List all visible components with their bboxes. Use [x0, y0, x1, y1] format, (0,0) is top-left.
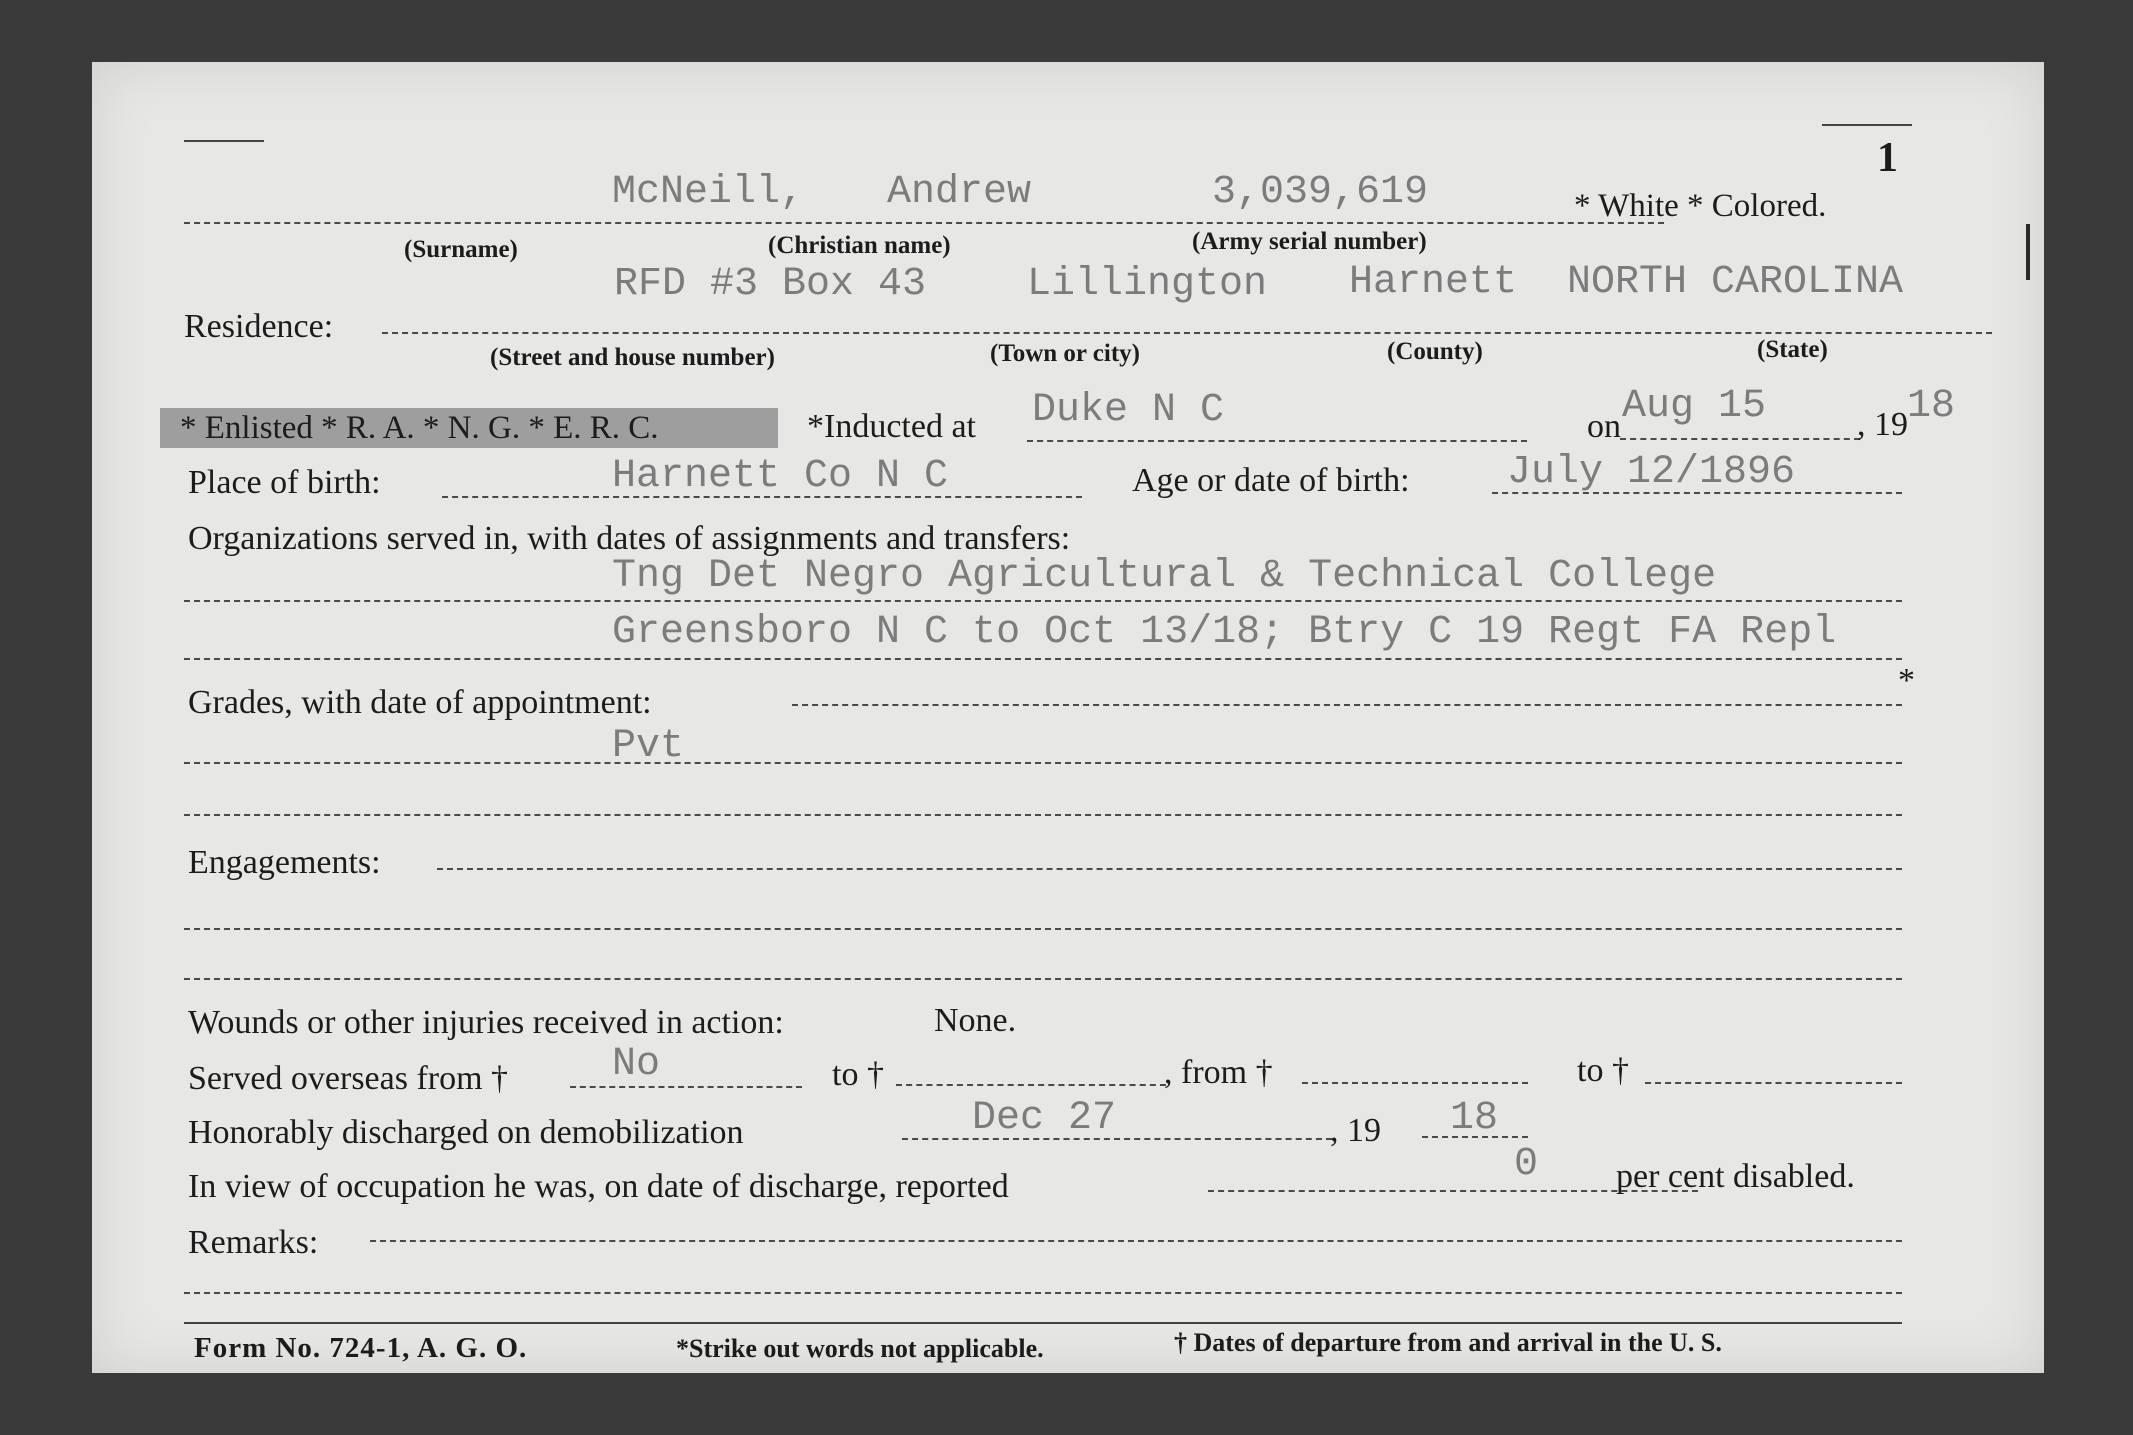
place-of-birth-line: [442, 496, 1082, 498]
overseas-to-label: to †: [832, 1056, 884, 1093]
on-label: on: [1587, 408, 1621, 445]
service-record-card: [92, 62, 2044, 1373]
discharge-year-value: 18: [1450, 1096, 1499, 1141]
county-caption: (County): [1387, 338, 1483, 365]
name-line: [184, 222, 1664, 224]
place-of-birth-value: Harnett Co N C: [612, 454, 949, 499]
discharge-date-line: [902, 1138, 1332, 1140]
residence-street-value: RFD #3 Box 43: [614, 262, 927, 307]
organizations-line1: [184, 600, 1902, 602]
town-caption: (Town or city): [990, 340, 1140, 367]
induction-year-prefix: , 19: [1857, 406, 1908, 443]
serial-number-value: 3,039,619: [1212, 170, 1429, 215]
overseas-to2-label: to †: [1577, 1052, 1629, 1089]
top-right-rule: [1822, 124, 1912, 126]
overseas-from2-label: , from †: [1164, 1054, 1273, 1091]
disability-label: In view of occupation he was, on date of discharge, reported: [188, 1168, 1009, 1205]
organizations-line2: [184, 658, 1902, 660]
enlistment-options: * Enlisted * R. A. * N. G. * E. R. C.: [180, 410, 659, 446]
state-caption: (State): [1757, 336, 1828, 363]
remarks-line2: [184, 1292, 1902, 1294]
residence-line: [382, 332, 1992, 334]
induction-date-value: Aug 15: [1622, 384, 1767, 429]
strike-out-note: *Strike out words not applicable.: [676, 1334, 1044, 1363]
inducted-place-value: Duke N C: [1032, 388, 1225, 433]
race-options: * White * Colored.: [1574, 188, 1827, 224]
street-caption: (Street and house number): [490, 344, 775, 371]
engagements-line2: [184, 928, 1902, 930]
grades-line3: [184, 814, 1902, 816]
grades-line1: [792, 704, 1902, 706]
engagements-line3: [184, 978, 1902, 980]
form-number: Form No. 724-1, A. G. O.: [194, 1332, 528, 1364]
surname-value: McNeill,: [612, 170, 805, 215]
serial-number-caption: (Army serial number): [1192, 228, 1427, 255]
residence-state-value: NORTH CAROLINA: [1567, 260, 1904, 305]
discharge-label: Honorably discharged on demobilization: [188, 1114, 744, 1151]
residence-label: Residence:: [184, 308, 334, 345]
dates-note: † Dates of departure from and arrival in the U. S.: [1174, 1328, 1722, 1357]
age-value: July 12/1896: [1507, 450, 1796, 495]
age-label: Age or date of birth:: [1132, 462, 1410, 499]
wounds-label: Wounds or other injuries received in action:: [188, 1004, 784, 1041]
engagements-label: Engagements:: [188, 844, 381, 881]
organizations-mark: *: [1898, 662, 1915, 699]
discharge-date-value: Dec 27: [972, 1096, 1117, 1141]
place-of-birth-label: Place of birth:: [188, 464, 381, 501]
discharge-year-prefix: , 19: [1330, 1112, 1381, 1149]
residence-town-value: Lillington: [1027, 262, 1268, 307]
christian-name-caption: (Christian name): [768, 232, 951, 259]
induction-year-value: 18: [1907, 384, 1956, 429]
induction-date-line: [1620, 438, 1860, 440]
discharge-year-line: [1422, 1136, 1528, 1138]
staple-mark: [2026, 224, 2030, 280]
surname-caption: (Surname): [404, 236, 518, 263]
grades-line2: [184, 762, 1902, 764]
residence-county-value: Harnett: [1349, 260, 1518, 305]
overseas-from-label: Served overseas from †: [188, 1060, 509, 1097]
overseas-to2-line: [1645, 1082, 1902, 1084]
overseas-to-line: [896, 1084, 1166, 1086]
inducted-place-line: [1027, 440, 1527, 442]
remarks-label: Remarks:: [188, 1224, 319, 1261]
top-left-rule: [184, 140, 264, 142]
organizations-line2-value: Greensboro N C to Oct 13/18; Btry C 19 Regt FA Repl: [612, 610, 1837, 655]
disability-suffix: per cent disabled.: [1616, 1158, 1855, 1195]
organizations-label: Organizations served in, with dates of assignments and transfers:: [188, 520, 1071, 557]
overseas-from-line: [570, 1086, 802, 1088]
disability-value: 0: [1514, 1142, 1539, 1187]
inducted-label: *Inducted at: [807, 408, 976, 445]
christian-name-value: Andrew: [887, 170, 1032, 215]
age-line: [1492, 492, 1902, 494]
remarks-line1: [370, 1240, 1902, 1242]
grades-label: Grades, with date of appointment:: [188, 684, 652, 721]
card-number: 1: [1877, 135, 1898, 181]
engagements-line1: [437, 868, 1902, 870]
overseas-from-value: No: [612, 1042, 661, 1087]
grades-value: Pvt: [612, 724, 685, 769]
overseas-from2-line: [1302, 1082, 1528, 1084]
footer-rule: [184, 1322, 1902, 1324]
wounds-value: None.: [934, 1002, 1017, 1039]
organizations-line1-value: Tng Det Negro Agricultural & Technical College: [612, 554, 1717, 599]
